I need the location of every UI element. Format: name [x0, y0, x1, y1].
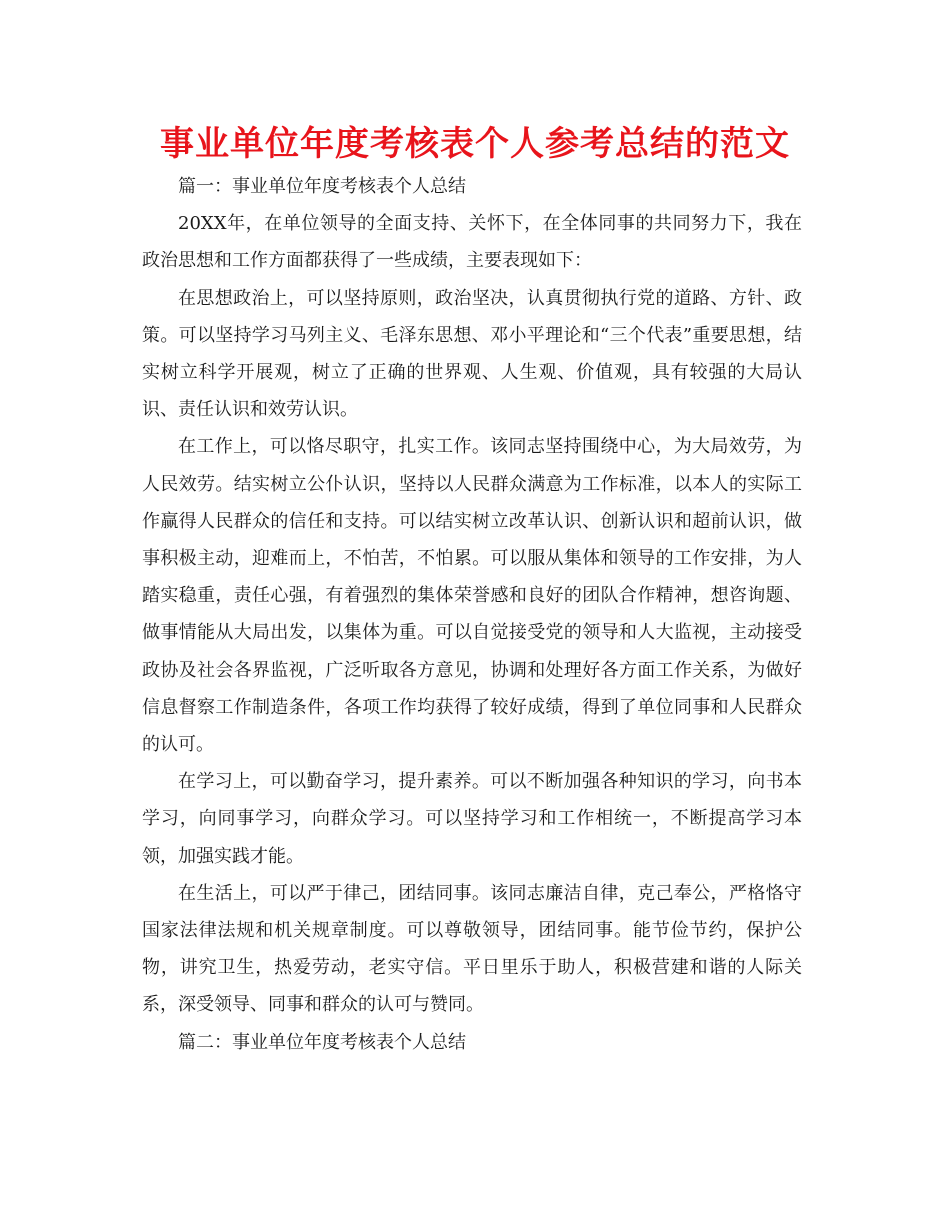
paragraph-study: 在学习上，可以勤奋学习，提升素养。可以不断加强各种知识的学习，向书本学习，向同事学习，向群众学习。可以坚持学习和工作相统一，不断提高学习本领，加强实践才能。 [142, 771, 802, 867]
document-body [142, 168, 802, 1061]
paragraph-politics: 在思想政治上，可以坚持原则，政治坚决，认真贯彻执行党的道路、方针、政策。可以坚持学习马列主义、毛泽东思想、邓小平理论和“三个代表”重要思想，结实树立科学开展观，树立了正确的世界观、人生观、价值观，具有较强的大局认识、责任认识和效劳认识。 [142, 287, 802, 421]
section-heading-2: 篇二：事业单位年度考核表个人总结 [178, 1031, 466, 1053]
document-title: 事业单位年度考核表个人参考总结的范文 [160, 124, 790, 164]
paragraph-intro: 20XX年，在单位领导的全面支持、关怀下，在全体同事的共同努力下，我在政治思想和工作方面都获得了一些成绩，主要表现如下： [142, 213, 802, 272]
paragraph-life: 在生活上，可以严于律己，团结同事。该同志廉洁自律，克己奉公，严格恪守国家法律法规和机关规章制度。可以尊敬领导，团结同事。能节俭节约，保护公物，讲究卫生，热爱劳动，老实守信。平日里乐于助人，积极营建和谐的人际关系，深受领导、同事和群众的认可与赞同。 [142, 882, 802, 1016]
paragraph-work: 在工作上，可以恪尽职守，扎实工作。该同志坚持围绕中心，为大局效劳，为人民效劳。结实树立公仆认识，坚持以人民群众满意为工作标准，以本人的实际工作赢得人民群众的信任和支持。可以结实树立改革认识、创新认识和超前认识，做事积极主动，迎难而上，不怕苦，不怕累。可以服从集体和领导的工作安排，为人踏实稳重，责任心强，有着强烈的集体荣誉感和良好的团队合作精神，想咨询题、做事情能从大局出发，以集体为重。可以自觉接受党的领导和人大监视，主动接受政协及社会各界监视，广泛听取各方意见，协调和处理好各方面工作关系，为做好信息督察工作制造条件，各项工作均获得了较好成绩，得到了单位同事和人民群众的认可。 [142, 436, 802, 756]
section-heading-1: 篇一：事业单位年度考核表个人总结 [178, 176, 466, 197]
